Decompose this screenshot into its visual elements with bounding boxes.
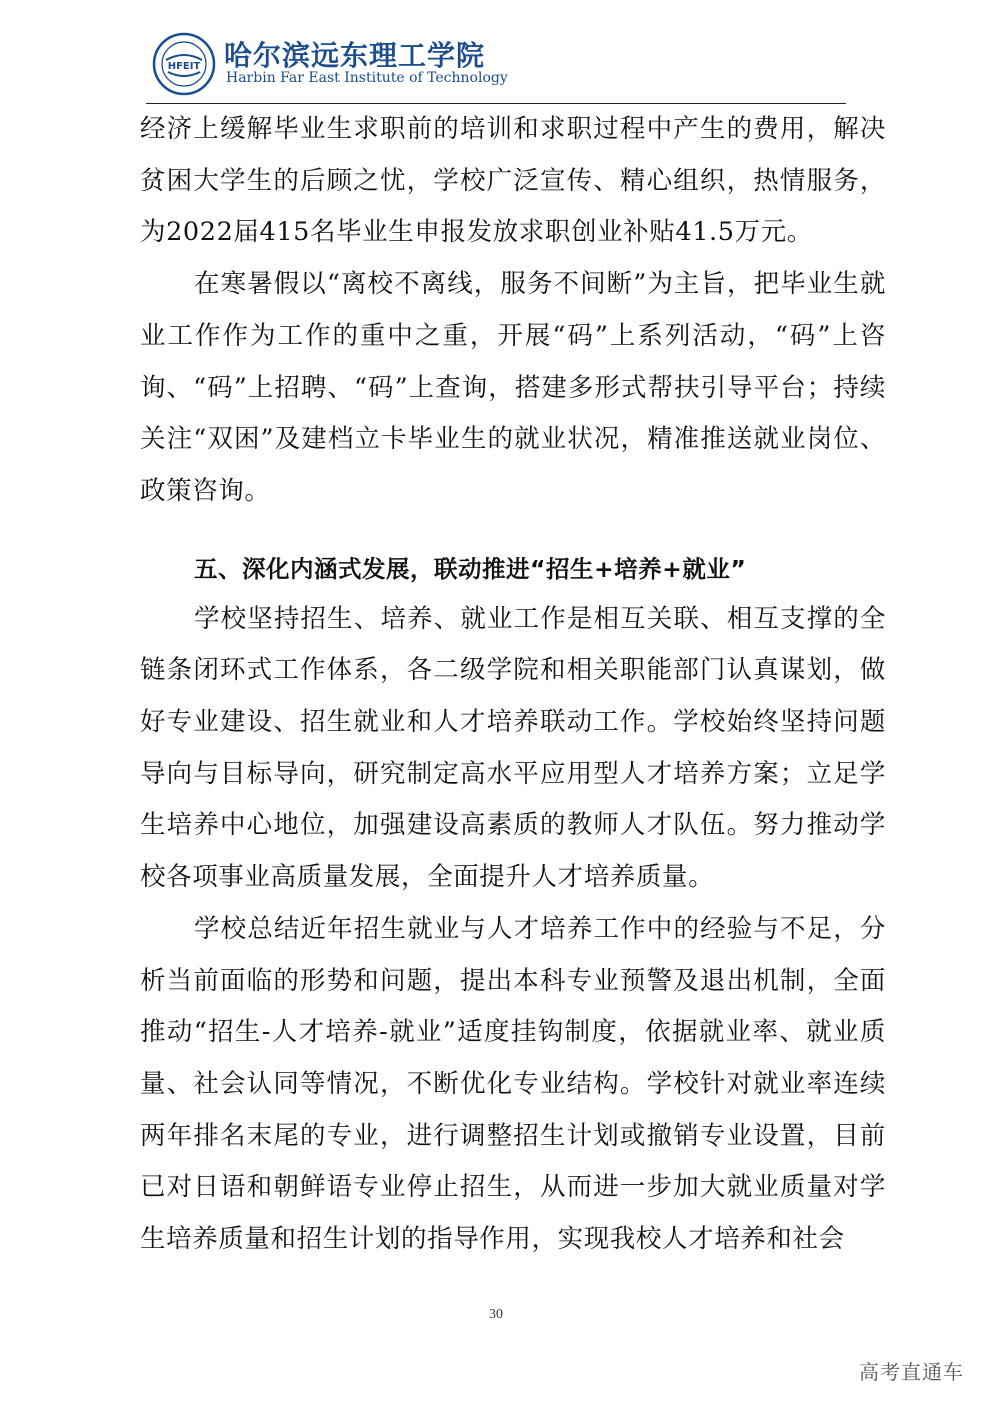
paragraph-warning-mechanism: 学校总结近年招生就业与人才培养工作中的经验与不足，分析当前面临的形势和问题，提出本科专业预警及退出机制，全面推动“招生-人才培养-就业”适度挂钩制度，依据就业率、就业质量、社会认同等情况，不断优化专业结构。学校针对就业率连续两年排名末尾的专业，进行调整招生计划或撤销专业设置，目前已对日语和朝鲜语专业停止招生，从而进一步加大就业质量对学生培养质量和招生计划的指导作用，实现我校人才培养和社会 [140,913,886,1255]
school-name-english: Harbin Far East Institute of Technology [226,70,508,86]
school-name-chinese: 哈尔滨远东理工学院 [224,39,486,72]
document-body [140,104,886,1266]
school-logo [152,32,216,96]
paragraph-vacation-service: 在寒暑假以“离校不离线，服务不间断”为主旨，把毕业生就业工作作为工作的重中之重，开展“码”上系列活动，“码”上咨询、“码”上招聘、“码”上查询，搭建多形式帮扶引导平台；持续关注“双困”及建档立卡毕业生的就业状况，精准推送就业岗位、政策咨询。 [140,269,886,506]
paragraph-linkage: 学校坚持招生、培养、就业工作是相互关联、相互支撑的全链条闭环式工作体系，各二级学院和相关职能部门认真谋划，做好专业建设、招生就业和人才培养联动工作。学校始终坚持问题导向与目标导向，研究制定高水平应用型人才培养方案；立足学生培养中心地位，加强建设高素质的教师人才队伍。努力推动学校各项事业高质量发展，全面提升人才培养质量。 [140,603,886,893]
page-header [152,28,852,98]
page-number: 30 [489,1307,503,1322]
paragraph-continued: 经济上缓解毕业生求职前的培训和求职过程中产生的费用，解决贫困大学生的后顾之忧，学校广泛宣传、精心组织，热情服务，为2022届415名毕业生申报发放求职创业补贴41.5万元。 [140,114,886,248]
section-heading: 五、深化内涵式发展，联动推进“招生+培养+就业” [194,554,747,583]
logo-text: HFEIT [167,61,201,72]
watermark: 高考直通车 [859,1360,964,1384]
